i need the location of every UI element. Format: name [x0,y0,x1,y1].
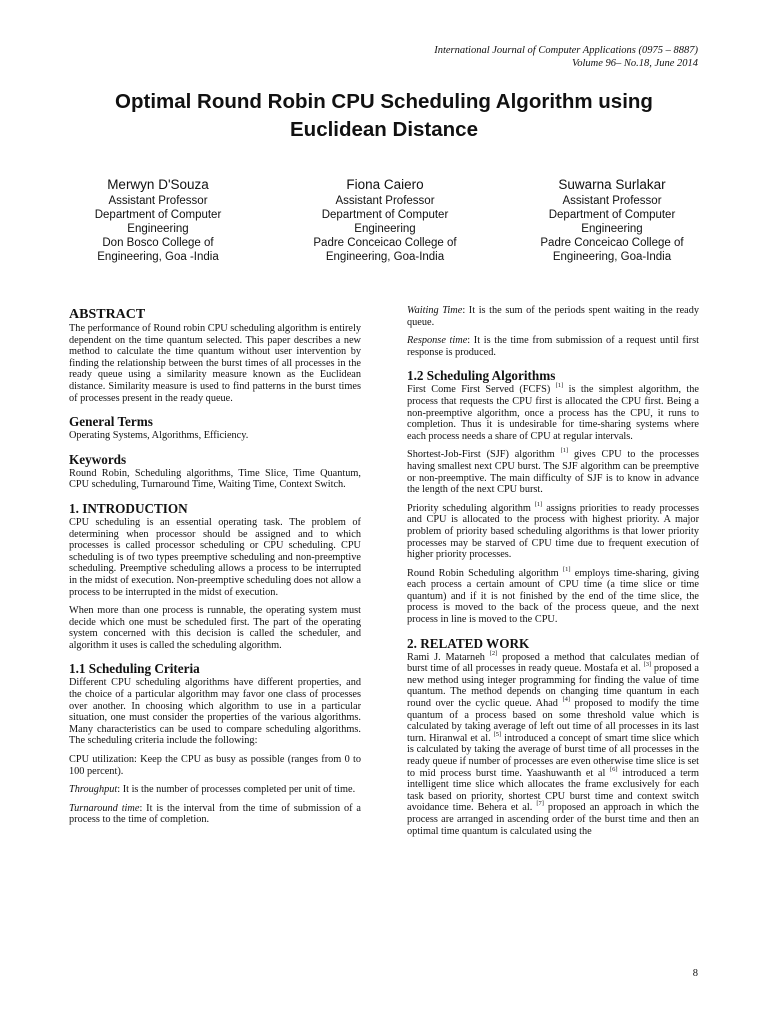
throughput-term: Throughput [69,784,118,796]
author-institution: Don Bosco College of [102,237,214,249]
author-name: Fiona Caiero [346,177,424,192]
abstract-heading: ABSTRACT [69,307,146,322]
waiting-term: Waiting Time [407,305,463,316]
related-work-paragraph [407,649,699,838]
author-institution: Padre Conceicao College of [540,237,684,249]
related-text: proposed a new method using integer programming for finding the value of time quantum. The method depends on changing time quantum in each round over the cyclic queue. Ahad [407,663,699,710]
turnaround-definition [69,803,361,826]
fcfs-text: First Come First Served (FCFS) [407,384,551,396]
paper-title [40,88,728,144]
intro-paragraph-1: CPU scheduling is an essential operating task. The problem of determining when processor should be assigned and to which processes is called processor scheduling or CPU scheduling. CPU scheduling is of two types preemptive scheduling and non-preemptive scheduling. Preemptive scheduling allows a process to be interrupted in the midst of execution. Non-preemptive scheduling does not allow a process to be interrupted in the midst of execution. [69,516,361,598]
author-2 [272,176,498,264]
round-robin-paragraph [407,565,699,626]
right-column [407,305,699,844]
related-text: introduced a term intelligent time slice which allocates the frame exclusively for each task based on priority, shortest CPU burst time and context switch avoidance time. Behera et al. [407,767,699,814]
left-column [69,304,361,833]
waiting-definition [407,305,699,328]
author-dept: Engineering [127,223,189,235]
intro-paragraph-2: When more than one process is runnable, the operating system must decide which one must be scheduled first. The part of the operating system concerned with this decision is called the scheduler, and algorithm it uses is called the scheduling algorithm. [69,605,361,651]
author-3 [499,176,725,264]
cpu-utilization-text: CPU utilization: Keep the CPU as busy as possible (ranges from 0 to 100 percent). [69,754,361,777]
author-role: Assistant Professor [335,195,435,207]
citation: [7] [536,800,544,808]
author-institution: Engineering, Goa -India [97,251,219,263]
response-definition [407,335,699,358]
author-dept: Department of Computer [548,209,676,221]
journal-header [434,44,698,70]
introduction-heading: 1. INTRODUCTION [69,500,188,516]
citation: [1] [560,447,569,455]
citation: [6] [610,765,618,773]
abstract-text: The performance of Round robin CPU scheduling algorithm is entirely dependent on the time quantum selected. This paper describes a new method to calculate the time quantum without user intervention by finding the relationship between the burst times of all processes in the ready queue using a similarity measure known as the Euclidean distance. Similarity measure is used to find patterns in the burst times of processes present in the ready queue. [69,323,361,404]
related-text: Rami J. Matarneh [407,651,490,663]
citation: [1] [562,565,571,573]
citation: [2] [489,649,498,657]
author-institution: Engineering, Goa-India [325,251,445,263]
response-text: : It is the time from submission of a request until first response is produced. [407,335,699,358]
citation: [3] [643,661,652,669]
author-block [45,176,725,264]
journal-volume: Volume 96– No.18, June 2014 [572,58,698,69]
related-work-heading: 2. RELATED WORK [407,635,530,651]
keywords-heading: Keywords [69,451,127,467]
priority-paragraph [407,500,700,561]
related-text: proposed a method that calculates median of burst time of all processes in ready queue. Mostafa et al. [407,651,699,675]
priority-text: Priority scheduling algorithm [407,502,531,514]
title-line-2: Euclidean Distance [290,118,478,141]
author-role: Assistant Professor [562,195,662,207]
page-number: 8 [692,968,698,979]
title-line-1: Optimal Round Robin CPU Scheduling Algorithm using [115,90,653,113]
criteria-paragraph: Different CPU scheduling algorithms have different properties, and the choice of a particular algorithm may favor one class of processes over another. In choosing which algorithm to use in a particular situation, one must consider the properties of the various algorithms. Many characteristics can be used to compare scheduling algorithms. The scheduling criteria include the following: [69,677,361,747]
citation: [4] [562,696,571,704]
related-text: introduced a concept of smart time slice which is calculated by taking the average of burst time of all processes in the ready queue if number of processes are even otherwise time slice is set to mid process burst time. Yaashuwanth et al [407,732,699,779]
general-terms-heading: General Terms [69,414,153,430]
fcfs-paragraph [407,384,699,442]
author-dept: Department of Computer [94,209,222,221]
waiting-text: : It is the sum of the periods spent waiting in the ready queue. [407,305,700,328]
keywords-text: Round Robin, Scheduling algorithms, Time Slice, Time Quantum, CPU scheduling, Turnaround Time, Waiting Time, Context Switch. [69,467,361,491]
author-dept: Engineering [354,223,416,235]
author-1 [45,176,271,264]
author-dept: Department of Computer [321,209,449,221]
turnaround-text: : It is the interval from the time of submission of a process to the time of completion. [69,802,361,826]
citation: [1] [555,382,564,390]
author-dept: Engineering [581,223,643,235]
author-institution: Padre Conceicao College of [313,237,457,249]
turnaround-term: Turnaround time [69,802,140,814]
rr-text: employs time-sharing, giving each process a certain amount of CPU time (a time slice or time quantum) and if it is not finished by the end of the time slice, the process is moved to the back of the process queue, and the next process in line is moved to the CPU. [407,567,699,626]
author-role: Assistant Professor [108,195,208,207]
citation: [5] [493,730,502,738]
criteria-heading: 1.1 Scheduling Criteria [69,661,200,677]
algorithms-heading: 1.2 Scheduling Algorithms [407,368,556,384]
sjf-text: gives CPU to the processes having smallest next CPU burst. The SJF algorithm can be preemptive or non-preemptive. The main difficulty of SJF is to know in advance the length of the next CPU burst. [407,449,699,496]
sjf-text: Shortest-Job-First (SJF) algorithm [407,449,555,461]
rr-text: Round Robin Scheduling algorithm [407,567,559,579]
throughput-text: : It is the number of processes completed per unit of time. [117,784,356,796]
citation: [1] [534,500,543,508]
related-text: proposed to modify the time quantum of a process based on some threshold value which is calculated by taking average of left out time of all processes in its last turn. Hiranwal et al. [407,698,699,744]
author-name: Suwarna Surlakar [558,177,666,192]
response-term: Response time [407,335,468,347]
throughput-definition [69,784,361,796]
journal-name: International Journal of Computer Applications (0975 – 8887) [434,45,698,56]
general-terms-text: Operating Systems, Algorithms, Efficiency. [69,430,249,442]
priority-text: assigns priorities to ready processes and CPU is allocated to the process with highest priority. A major problem of priority based scheduling algorithms is that lower priority processes may be starved of CPU time due to frequent execution of higher priority processes. [407,502,700,561]
fcfs-text: is the simplest algorithm, the process that requests the CPU first is allocated the CPU first. Being a non-preemptive algorithm, once a process has the CPU, it runs to completion. Thus it is undesirable for time-sharing systems where each process needs a share of CPU at regular intervals. [407,384,699,442]
related-text: proposed an approach in which the process are arranged in ascending order of the burst time and then an optimal time quantum is calculated using the [407,802,699,837]
sjf-paragraph [407,449,699,495]
author-institution: Engineering, Goa-India [552,251,672,263]
author-name: Merwyn D'Souza [107,177,209,192]
